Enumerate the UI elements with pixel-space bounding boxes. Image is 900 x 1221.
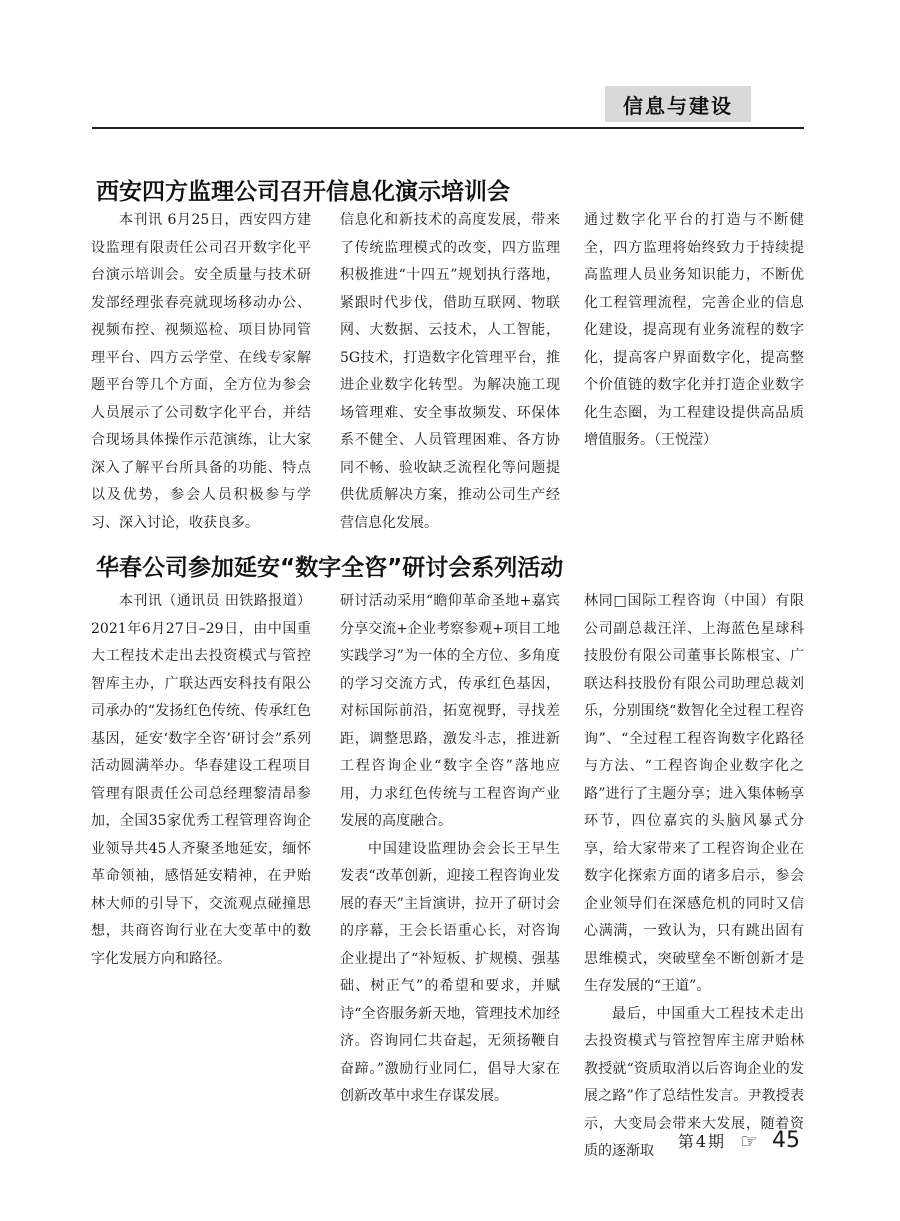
article2-paragraph: 研讨活动采用“瞻仰革命圣地+嘉宾分享交流+企业考察参观+项目工地实践学习”为一体的全方位、多角度的学习交流方式，传承红色基因，对标国际前沿，拓宽视野，寻找差距，调整思路，激发斗志，推进新工程咨询企业“数字全咨”落地应用，力求红色传统与工程咨询产业发展的高度融合。 [340, 593, 560, 829]
pointing-hand-icon: ☞ [740, 1128, 758, 1153]
article1-paragraph: 本刊讯 6月25日，西安四方建设监理有限责任公司召开数字化平台演示培训会。安全质量与技术研发部经理张春亮就现场移动办公、视频布控、视频巡检、项目协同管理平台、四方云学堂、在线专家解题平台等几个方面，全方位为参会人员展示了公司数字化平台，并结合现场具体操作示范演练，让大家深入了解平台所具备的功能、特点以及优势，参会人员积极参与学习、深入讨论，收获良多。 [91, 212, 311, 531]
article1-title: 西安四方监理公司召开信息化演示培训会 [96, 179, 510, 205]
article1-paragraph: 信息化和新技术的高度发展，带来了传统监理模式的改变，四方监理积极推进“十四五”规划执行落地，紧跟时代步伐，借助互联网、物联网、大数据、云技术，人工智能，5G技术，打造数字化管理平台，推进企业数字化转型。为解决施工现场管理难、安全事故频发、环保体系不健全、人员管理困难、各方协同不畅、验收缺乏流程化等问题提供优质解决方案，推动公司生产经营信息化发展。 [340, 212, 560, 531]
article2-paragraph: 中国建设监理协会会长王早生发表“改革创新，迎接工程咨询业发展的春天”主旨演讲，拉开了研讨会的序幕，王会长语重心长，对咨询企业提出了“补短板、扩规模、强基础、树正气”的希望和要求，并赋诗“全咨服务新天地，管理技术加经济。咨询同仁共奋起，无须扬鞭自奋蹄。”激励行业同仁，倡导大家在创新改革中求生存谋发展。 [340, 840, 560, 1104]
header-rule [92, 127, 804, 129]
section-tag: 信息与建设 [605, 86, 751, 122]
article1-column-3 [584, 207, 804, 517]
article1-paragraph: 通过数字化平台的打造与不断健全，四方监理将始终致力于持续提高监理人员业务知识能力，不断优化工程管理流程，完善企业的信息化建设，提高现有业务流程的数字化，提高客户界面数字化，提高整个价值链的数字化并打造企业数字化生态圈，为工程建设提供高品质增值服务。（王悦滢） [584, 212, 804, 448]
article2-column-1 [91, 588, 311, 1108]
article1-column-1 [91, 207, 311, 531]
page-number: 45 [772, 1128, 800, 1153]
article2-title: 华春公司参加延安“数字全咨”研讨会系列活动 [96, 555, 564, 581]
issue-label: 第4期 [677, 1132, 727, 1151]
article2-column-2 [340, 588, 560, 1108]
page-footer [678, 1128, 800, 1153]
article2-paragraph: 本刊讯（通讯员 田铁路报道）2021年6月27日–29日，由中国重大工程技术走出去投资模式与管控智库主办，广联达西安科技有限公司承办的“发扬红色传统、传承红色基因，延安‘数字全咨’研讨会”系列活动圆满举办。华春建设工程项目管理有限责任公司总经理黎清昂参加，全国35家优秀工程管理咨询企业领导共45人齐聚圣地延安，缅怀革命领袖，感悟延安精神，在尹贻林大师的引导下，交流观点碰撞思想，共商咨询行业在大变革中的数字化发展方向和路径。 [91, 593, 311, 967]
article2-paragraph: 林同□国际工程咨询（中国）有限公司副总裁汪洋、上海蓝色星球科技股份有限公司董事长陈根宝、广联达科技股份有限公司助理总裁刘乐，分别围绕“数智化全过程工程咨询”、“全过程工程咨询数字化路径与方法、“工程咨询企业数字化之路”进行了主题分享；进入集体畅享环节，四位嘉宾的头脑风暴式分享，给大家带来了工程咨询企业在数字化探索方面的诸多启示，参会企业领导们在深感危机的同时又信心满满，一致认为，只有跳出固有思维模式，突破壁垒不断创新才是生存发展的“王道”。 [584, 593, 804, 994]
article1-column-2 [340, 207, 560, 531]
article2-paragraph: 最后，中国重大工程技术走出去投资模式与管控智库主席尹贻林教授就“资质取消以后咨询企业的发展之路”作了总结性发言。尹教授表示，大变局会带来大发展，随着资质的逐渐取 [584, 1005, 804, 1159]
